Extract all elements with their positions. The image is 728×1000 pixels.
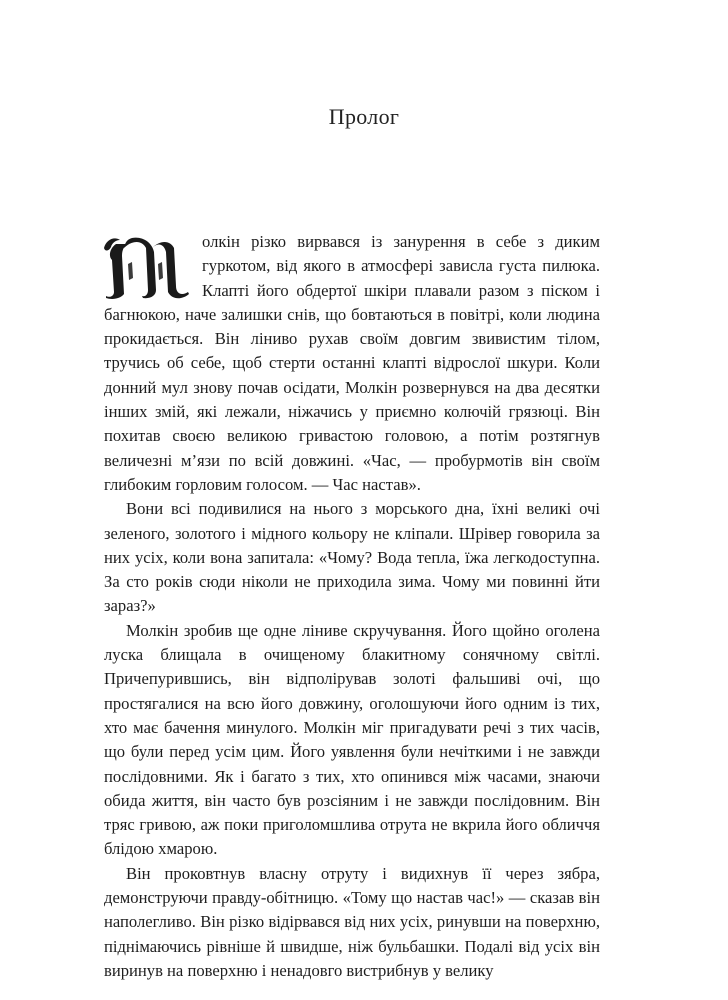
paragraph-3: Молкін зробив ще одне ліниве скручування. Його щойно оголена луска блищала в очищеному блакитному сонячному світлі. Причепурившись, він відполірував золоті фальшиві очі, що простягалися на всю його довжину, оголошуючи його одним із тих, хто має бачення минулого. Молкін міг пригадувати речі з тих часів, що були перед усім цим. Його уявлення були нечіткими і не завжди послідовними. Як і багато з тих, хто опинився між часами, знаючи обида життя, він часто був розсіяним і не завжди послідовним. Він тряс гривою, аж поки приголомшлива отрута не вкрила його обличчя блідою хмарою. <box>104 620 600 859</box>
paragraph-text: олкін різко вирвався із занурення в себе з диким гуркотом, від якого в атмосфері зависла густа пилюка. Клапті його обдертої шкіри плавали разом з піском і багнюкою, наче залишки снів, що бовтаються в повітрі, коли людина прокидається. Він ліниво рухав своїм довгим звивистим тілом, тручись об себе, щоб стерти останні клапті відрослої шкури. Коли донний мул знову почав осідати, Молкін розвернувся на два десятки інших змій, які лежали, ніжачись у приємно колючій грязюці. Він похитав своєю великою гривастою головою, а потім розтягнув величезні м’язи по всій довжині. «Час, — пробурмотів він своїм глибоким горловим голосом. — Час настав». <box>104 232 600 494</box>
chapter-body <box>104 230 600 983</box>
chapter-title: Пролог <box>328 104 400 129</box>
paragraph-1 <box>104 230 600 497</box>
dropcap-letter-m <box>102 234 194 300</box>
paragraph-2: Вони всі подивилися на нього з морського дна, їхні великі очі зеленого, золотого і мідного кольору не кліпали. Шрівер говорила за них усіх, коли вона запитала: «Чому? Вода тепла, їжа легкодоступна. За сто років сюди ніколи не приходила зима. Чому ми повинні йти зараз?» <box>104 499 600 616</box>
dropcap-ornament <box>102 234 194 300</box>
paragraph-4: Він проковтнув власну отруту і видихнув її через зябра, демонструючи правду-обітницю. «Тому що настав час!» — сказав він наполегливо. Він різко відірвався від них усіх, ринувши на поверхню, піднімаючись рівніше й швидше, ніж бульбашки. Подалі від усіх він виринув на поверхню і ненадовго вистрибнув у велику <box>104 863 600 980</box>
